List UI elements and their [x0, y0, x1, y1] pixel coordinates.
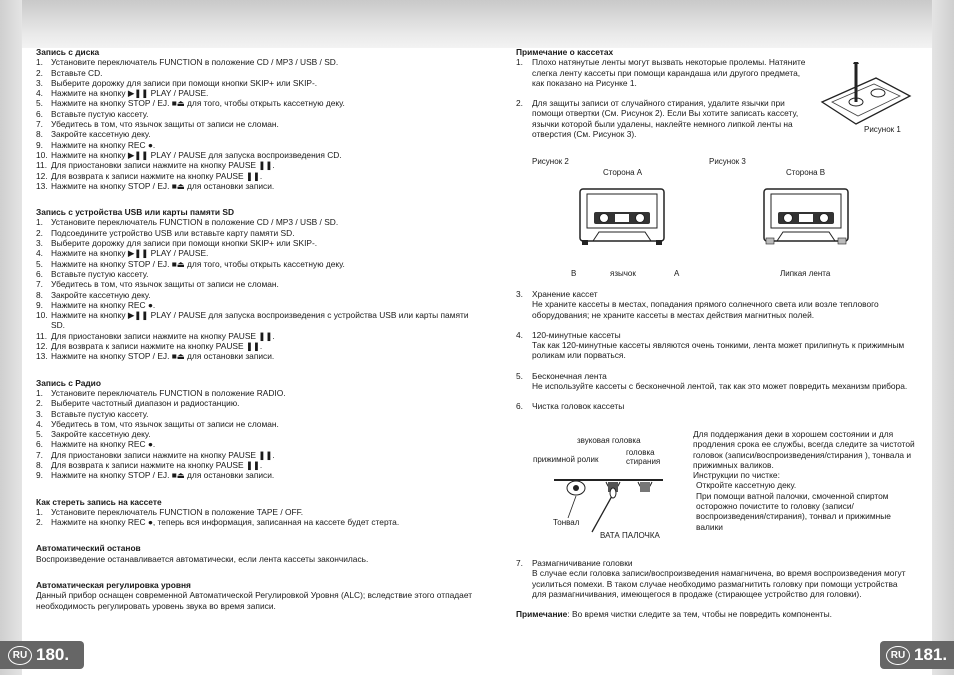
usb-steps-list [36, 217, 476, 361]
left-margin-band [0, 0, 22, 675]
list-item [36, 119, 476, 129]
cassette-notes-title: Примечание о кассетах [516, 47, 614, 57]
note-5 [516, 371, 912, 392]
list-item [36, 228, 476, 238]
language-badge: RU [8, 646, 32, 665]
step-number: 13. [36, 351, 48, 362]
list-item [36, 98, 476, 108]
step-number: 12. [36, 341, 48, 352]
cleaning-text-3: Откройте кассетную деку. [696, 480, 797, 491]
list-item [36, 419, 476, 429]
step-text: Нажмите на кнопку STOP / EJ. ■⏏ для остановки записи. [51, 180, 275, 191]
left-page-column [36, 47, 476, 611]
page-number-right [880, 641, 954, 669]
list-item [36, 259, 476, 269]
section-title-radio: Запись с Радио [36, 377, 101, 388]
note-6-heading [516, 401, 912, 411]
step-number: 7. [36, 119, 43, 130]
disc-steps-list [36, 57, 476, 191]
diagram-label-capstan: Тонвал [553, 518, 580, 527]
note-2 [516, 98, 812, 139]
step-number: 1. [36, 387, 43, 398]
list-item [36, 450, 476, 460]
cleaning-text-2: Инструкции по чистке: [693, 470, 780, 481]
step-text: Нажмите на кнопку ▶❚❚ PLAY / PAUSE для запуска воспроизведения CD. [51, 149, 342, 160]
note-4-title: 120-минутные кассеты [532, 329, 621, 340]
step-number: 4. [36, 418, 43, 429]
note-3 [516, 289, 912, 320]
list-item [36, 310, 476, 331]
note-7-number: 7. [516, 558, 523, 568]
step-text: Нажмите на кнопку STOP / EJ. ■⏏ для остановки записи. [51, 351, 275, 362]
step-number: 9. [36, 470, 43, 481]
language-badge: RU [886, 646, 910, 665]
note-1-number: 1. [516, 57, 523, 68]
step-number: 4. [36, 88, 43, 99]
note-1 [516, 57, 812, 88]
step-text: Закройте кассетную деку. [51, 429, 151, 440]
autostop-text: Воспроизведение останавливается автоматически, если лента кассеты закончилась. [36, 553, 369, 564]
list-item [36, 331, 476, 341]
step-number: 3. [36, 408, 43, 419]
step-text: Для возврата к записи нажмите на кнопку PAUSE ❚❚. [51, 170, 263, 181]
list-item [36, 460, 476, 470]
step-text: Нажмите на кнопку STOP / EJ. ■⏏ для того, чтобы открыть кассетную деку. [51, 98, 345, 109]
note-4 [516, 330, 912, 361]
step-number: 5. [36, 258, 43, 269]
step-number: 2. [36, 67, 43, 78]
step-text: Нажмите на кнопку REC ●. [51, 299, 156, 310]
step-number: 2. [36, 227, 43, 238]
step-number: 3. [36, 238, 43, 249]
note-2-text: Для защиты записи от случайного стирания, удалите язычки при помощи отвертки (См. Рисунок 2). Если Вы хотите записать кассету, язычки которой были удалены, наклейте немного липкой ленты на отверстия (См. Рисунок 3). [532, 98, 799, 140]
figure-2-caption: Рисунок 2 [532, 157, 569, 166]
step-number: 4. [36, 248, 43, 259]
step-number: 8. [36, 459, 43, 470]
step-text: Выберите частотный диапазон и радиостанцию. [51, 398, 240, 409]
step-text: Для возврата к записи нажмите на кнопку PAUSE ❚❚. [51, 459, 263, 470]
step-number: 5. [36, 429, 43, 440]
list-item [36, 439, 476, 449]
step-number: 11. [36, 330, 48, 341]
step-text: Нажмите на кнопку REC ●. [51, 439, 156, 450]
step-text: Нажмите на кнопку REC ●. [51, 139, 156, 150]
list-item [36, 279, 476, 289]
note-2-number: 2. [516, 98, 523, 109]
step-text: Выберите дорожку для записи при помощи кнопки SKIP+ или SKIP-. [51, 77, 318, 88]
cleaning-instructions [693, 429, 915, 532]
step-text: Закройте кассетную деку. [51, 129, 151, 140]
step-text: Для приостановки записи нажмите на кнопку PAUSE ❚❚. [51, 330, 275, 341]
step-text: Установите переключатель FUNCTION в положение RADIO. [51, 387, 286, 398]
step-number: 9. [36, 139, 43, 150]
erase-steps-list [36, 507, 476, 528]
step-number: 12. [36, 170, 48, 181]
step-text: Нажмите на кнопку STOP / EJ. ■⏏ для остановки записи. [51, 470, 275, 481]
section-title-alc: Автоматическая регулировка уровня [36, 580, 191, 591]
step-text: Вставьте пустую кассету. [51, 108, 149, 119]
list-item [36, 248, 476, 258]
figure-3-label-tape: Липкая лента [780, 269, 831, 278]
step-text: Вставьте пустую кассету. [51, 268, 149, 279]
figure-3-side-label: Сторона B [786, 168, 826, 177]
radio-steps-list [36, 388, 476, 481]
note-7-title: Размагничивание головки [532, 558, 633, 568]
step-number: 8. [36, 129, 43, 140]
list-item [36, 140, 476, 150]
list-item [36, 341, 476, 351]
note-7-block [516, 558, 914, 619]
final-note [516, 609, 914, 619]
step-text: Установите переключатель FUNCTION в положение CD / MP3 / USB / SD. [51, 57, 339, 68]
list-item [36, 57, 476, 67]
step-number: 7. [36, 449, 43, 460]
note-3-number: 3. [516, 289, 523, 299]
step-text: Закройте кассетную деку. [51, 289, 151, 300]
right-margin-band [932, 0, 954, 675]
step-text: Убедитесь в том, что язычок защиты от записи не сломан. [51, 418, 279, 429]
step-number: 6. [36, 439, 43, 450]
note-4-number: 4. [516, 329, 523, 340]
figure-3-caption: Рисунок 3 [709, 157, 746, 166]
note-7-text: В случае если головка записи/воспроизведения намагничена, во время воспроизведения могут усилиться помехи. В таком случае необходимо размагнитить головку при помощи устройства для размагничивания, имеющегося в продаже (стирающее устройство для головки). [532, 568, 906, 599]
figure-3-cassette [763, 188, 849, 246]
step-text: Выберите дорожку для записи при помощи кнопки SKIP+ или SKIP-. [51, 238, 318, 249]
note-3-text: Не храните кассеты в местах, попадания прямого солнечного света или возле теплового оборудования; не храните кассеты в местах действия магнитных полей. [532, 299, 879, 320]
note-5-title: Бесконечная лента [532, 370, 607, 381]
list-item [36, 78, 476, 88]
cleaning-text-1: Для поддержания деки в хорошем состоянии и для продления срока ее службы, всегда следите за чистотой головок (записи/воспроизведения/стирания ), тонвала и прижимных валиков. [693, 429, 915, 470]
figure-2-label-b: B [571, 269, 577, 278]
step-text: Нажмите на кнопку ▶❚❚ PLAY / PAUSE для запуска воспроизведения с устройства USB или карты памяти SD. [51, 310, 469, 331]
list-item [36, 269, 476, 279]
figure-1-caption: Рисунок 1 [864, 125, 901, 134]
list-item [36, 181, 476, 191]
step-number: 3. [36, 77, 43, 88]
top-band [0, 0, 954, 48]
note-5-text: Не используйте кассеты с бесконечной лентой, так как это может повредить механизм прибора. [532, 381, 908, 392]
section-title-usb: Запись с устройства USB или карты памяти SD [36, 207, 234, 218]
diagram-label-pinch-roller: прижимной ролик [533, 455, 599, 464]
list-item [36, 109, 476, 119]
step-number: 6. [36, 268, 43, 279]
list-item [36, 150, 476, 160]
step-text: Подсоедините устройство USB или вставьте карту памяти SD. [51, 227, 295, 238]
step-number: 2. [36, 517, 43, 528]
final-note-label: Примечание [516, 609, 568, 620]
list-item [36, 290, 476, 300]
step-text: Нажмите на кнопку ▶❚❚ PLAY / PAUSE. [51, 88, 209, 99]
diagram-label-erase-head: головка стирания [626, 448, 661, 466]
cleaning-text-4: При помощи ватной палочки, смоченной спиртом осторожно почистите to головку (записи/ воспроизведения/стирания), тонвал и прижимные валики [696, 490, 891, 532]
step-text: Вставьте CD. [51, 67, 103, 78]
step-text: Установите переключатель FUNCTION в положение CD / MP3 / USB / SD. [51, 217, 339, 228]
step-number: 1. [36, 506, 43, 517]
step-number: 6. [36, 108, 43, 119]
note-6-title: Чистка головок кассеты [532, 401, 625, 412]
step-number: 10. [36, 310, 48, 321]
diagram-label-cotton-swab: ВАТА ПАЛОЧКА [600, 531, 660, 540]
note-5-number: 5. [516, 370, 523, 381]
step-text: Вставьте пустую кассету. [51, 408, 149, 419]
note-3-title: Хранение кассет [532, 289, 598, 299]
step-number: 1. [36, 217, 43, 228]
step-number: 7. [36, 279, 43, 290]
step-number: 11. [36, 160, 48, 171]
figure-2-label-a: A [674, 269, 680, 278]
step-number: 9. [36, 299, 43, 310]
list-item [36, 517, 476, 527]
list-item [36, 398, 476, 408]
step-number: 13. [36, 180, 48, 191]
notes-3-5 [516, 289, 912, 412]
list-item [36, 409, 476, 419]
diagram-label-audio-head: звуковая головка [577, 436, 641, 445]
section-title-autostop: Автоматический останов [36, 543, 141, 554]
step-text: Нажмите на кнопку REC ●, теперь вся информация, записанная на кассете будет стерта. [51, 517, 400, 528]
section-title-disc: Запись с диска [36, 47, 100, 57]
step-number: 1. [36, 57, 43, 68]
note-6-number: 6. [516, 401, 523, 412]
list-item [36, 129, 476, 139]
note-4-text: Так как 120-минутные кассеты являются очень тонкими, лента может прилипнуть к прижимным роликам или порваться. [532, 340, 905, 361]
list-item [36, 429, 476, 439]
step-text: Убедитесь в том, что язычок защиты от записи не сломан. [51, 119, 279, 130]
page-number-text: 180. [36, 645, 70, 664]
list-item [36, 217, 476, 227]
list-item [36, 238, 476, 248]
page-number-text: 181. [914, 645, 948, 664]
alc-text: Данный прибор оснащен современной Автоматической Регулировкой Уровня (ALC); вследствие этого отпадает необходимость регулировать уровень звука во время записи. [36, 590, 473, 611]
list-item [36, 388, 476, 398]
note-7 [516, 558, 914, 599]
step-text: Для приостановки записи нажмите на кнопку PAUSE ❚❚. [51, 449, 275, 460]
final-note-text: : Во время чистки следите за тем, чтобы не повредить компоненты. [567, 609, 832, 620]
list-item [36, 300, 476, 310]
figure-2-label-tab: язычок [610, 269, 636, 278]
step-text: Для приостановки записи нажмите на кнопку PAUSE ❚❚. [51, 160, 275, 171]
step-text: Убедитесь в том, что язычок защиты от записи не сломан. [51, 279, 279, 290]
list-item [36, 171, 476, 181]
list-item [36, 470, 476, 480]
step-number: 10. [36, 149, 48, 160]
list-item [36, 88, 476, 98]
step-text: Установите переключатель FUNCTION в положение TAPE / OFF. [51, 506, 304, 517]
step-text: Для возврата к записи нажмите на кнопку PAUSE ❚❚. [51, 341, 263, 352]
step-text: Нажмите на кнопку ▶❚❚ PLAY / PAUSE. [51, 248, 209, 259]
note-1-text: Плохо натянутые ленты могут вызвать некоторые пролемы. Натяните слегка ленту кассеты при помощи карандаша или другого предмета, как показано на Рисунке 1. [532, 57, 806, 88]
step-number: 5. [36, 98, 43, 109]
list-item [36, 68, 476, 78]
step-number: 2. [36, 398, 43, 409]
section-title-erase: Как стереть запись на кассете [36, 496, 162, 507]
figure-2-cassette [579, 188, 665, 246]
figure-2-side-label: Сторона А [603, 168, 643, 177]
figure-1-cassette-pencil [818, 62, 912, 132]
list-item [36, 351, 476, 361]
step-number: 8. [36, 289, 43, 300]
page-number-left [0, 641, 84, 669]
list-item [36, 160, 476, 170]
list-item [36, 507, 476, 517]
step-text: Нажмите на кнопку STOP / EJ. ■⏏ для того, чтобы открыть кассетную деку. [51, 258, 345, 269]
